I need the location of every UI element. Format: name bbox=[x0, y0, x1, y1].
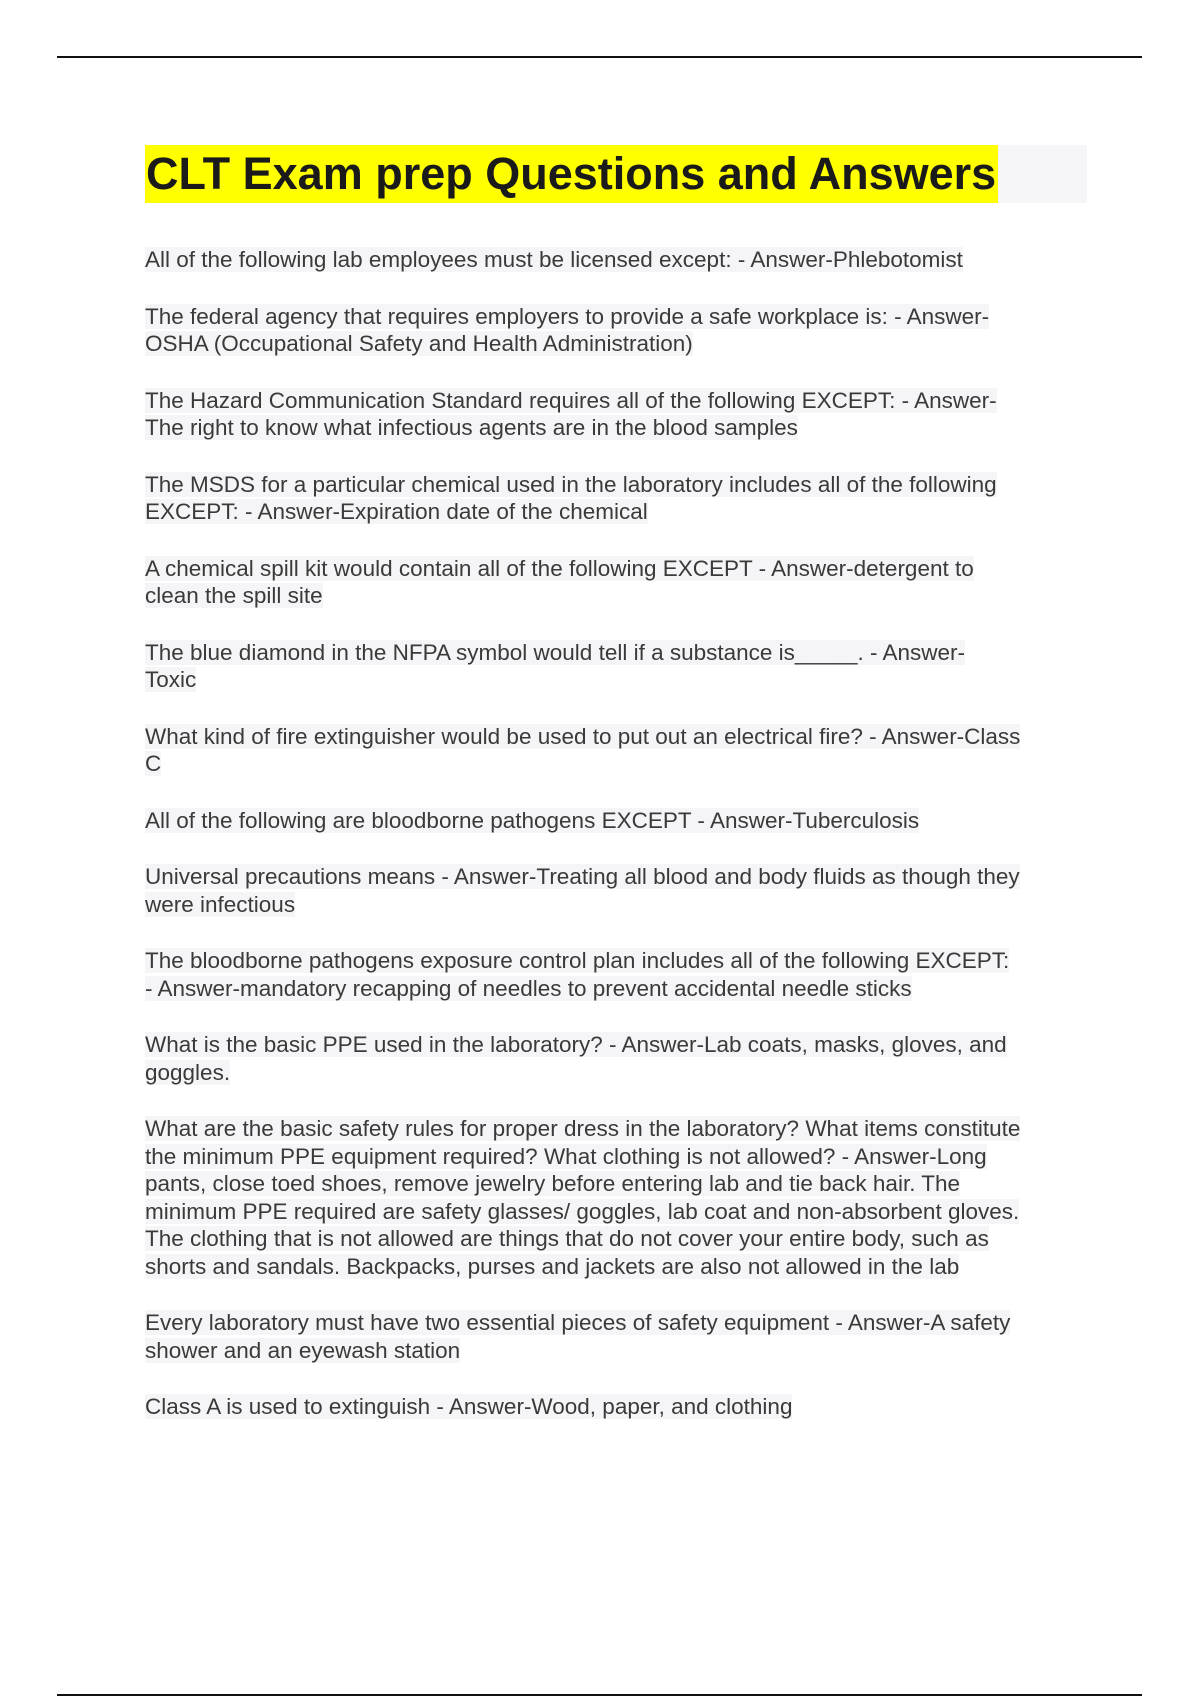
qa-line bbox=[145, 1059, 1087, 1087]
qa-line bbox=[145, 1337, 1087, 1365]
header-rule bbox=[57, 56, 1142, 58]
qa-line bbox=[145, 1393, 1087, 1421]
qa-line bbox=[145, 891, 1087, 919]
qa-item bbox=[145, 246, 1087, 274]
qa-line bbox=[145, 1198, 1087, 1226]
qa-line bbox=[145, 723, 1087, 751]
qa-line bbox=[145, 947, 1087, 975]
qa-line bbox=[145, 387, 1087, 415]
qa-line-text: pants, close toed shoes, remove jewelry before entering lab and tie back hair. The bbox=[145, 1171, 961, 1196]
qa-line-text: Universal precautions means - Answer-Treating all blood and body fluids as though they bbox=[145, 864, 1020, 889]
qa-line bbox=[145, 807, 1087, 835]
qa-line-text: The Hazard Communication Standard requires all of the following EXCEPT: - Answer- bbox=[145, 387, 997, 413]
qa-line-text: The blue diamond in the NFPA symbol would tell if a substance is_____. - Answer- bbox=[145, 639, 966, 665]
qa-line-text: The MSDS for a particular chemical used in the laboratory includes all of the following bbox=[145, 471, 997, 497]
qa-line-text: clean the spill site bbox=[145, 583, 323, 608]
qa-item bbox=[145, 1115, 1087, 1280]
qa-line bbox=[145, 1115, 1087, 1143]
qa-item bbox=[145, 555, 1087, 610]
qa-line-text: Toxic bbox=[145, 667, 197, 692]
qa-line bbox=[145, 1309, 1087, 1337]
qa-line bbox=[145, 498, 1087, 526]
qa-item bbox=[145, 1031, 1087, 1086]
qa-line-text: What kind of fire extinguisher would be used to put out an electrical fire? - Answer-Class bbox=[145, 723, 1021, 749]
qa-line bbox=[145, 414, 1087, 442]
qa-line-text: The federal agency that requires employers to provide a safe workplace is: - Answer- bbox=[145, 303, 990, 329]
qa-line-text: The clothing that is not allowed are things that do not cover your entire body, such as bbox=[145, 1226, 989, 1251]
qa-list bbox=[145, 246, 1087, 1450]
qa-item bbox=[145, 723, 1087, 778]
qa-line bbox=[145, 582, 1087, 610]
qa-item bbox=[145, 1393, 1087, 1421]
title-banner bbox=[145, 145, 1087, 203]
qa-line bbox=[145, 639, 1087, 667]
qa-line-text: What are the basic safety rules for proper dress in the laboratory? What items constitute bbox=[145, 1116, 1021, 1141]
qa-line-text: Every laboratory must have two essential pieces of safety equipment - Answer-A safety bbox=[145, 1310, 1011, 1335]
qa-line bbox=[145, 975, 1087, 1003]
qa-line bbox=[145, 471, 1087, 499]
qa-line-text: OSHA (Occupational Safety and Health Administration) bbox=[145, 331, 693, 356]
qa-line-text: Class A is used to extinguish - Answer-Wood, paper, and clothing bbox=[145, 1394, 793, 1419]
qa-line-text: - Answer-mandatory recapping of needles to prevent accidental needle sticks bbox=[145, 975, 912, 1001]
qa-item bbox=[145, 1309, 1087, 1364]
qa-line bbox=[145, 303, 1087, 331]
footer-rule bbox=[57, 1694, 1142, 1696]
qa-line-text: What is the basic PPE used in the laboratory? - Answer-Lab coats, masks, gloves, and bbox=[145, 1032, 1007, 1057]
qa-item bbox=[145, 863, 1087, 918]
qa-item bbox=[145, 303, 1087, 358]
qa-line bbox=[145, 1253, 1087, 1281]
qa-line bbox=[145, 246, 1087, 274]
qa-line bbox=[145, 750, 1087, 778]
qa-line-text: C bbox=[145, 751, 162, 776]
qa-line-text: shower and an eyewash station bbox=[145, 1337, 461, 1363]
qa-item bbox=[145, 639, 1087, 694]
qa-line bbox=[145, 863, 1087, 891]
qa-line-text: goggles. bbox=[145, 1059, 231, 1085]
qa-line bbox=[145, 1170, 1087, 1198]
page-title: CLT Exam prep Questions and Answers bbox=[145, 145, 998, 203]
qa-item bbox=[145, 471, 1087, 526]
qa-line bbox=[145, 1031, 1087, 1059]
qa-line-text: All of the following lab employees must be licensed except: - Answer-Phlebotomist bbox=[145, 247, 963, 272]
qa-line-text: EXCEPT: - Answer-Expiration date of the chemical bbox=[145, 499, 648, 524]
qa-line bbox=[145, 555, 1087, 583]
qa-line-text: A chemical spill kit would contain all of the following EXCEPT - Answer-detergent to bbox=[145, 555, 974, 581]
qa-line-text: The right to know what infectious agents are in the blood samples bbox=[145, 415, 798, 440]
qa-line bbox=[145, 330, 1087, 358]
qa-line-text: the minimum PPE equipment required? What clothing is not allowed? - Answer-Long bbox=[145, 1143, 987, 1169]
qa-line-text: The bloodborne pathogens exposure control plan includes all of the following EXCEPT: bbox=[145, 948, 1010, 973]
qa-line-text: minimum PPE required are safety glasses/ goggles, lab coat and non-absorbent gloves. bbox=[145, 1198, 1020, 1224]
qa-line-text: shorts and sandals. Backpacks, purses and jackets are also not allowed in the lab bbox=[145, 1253, 960, 1279]
qa-line bbox=[145, 1225, 1087, 1253]
qa-line bbox=[145, 666, 1087, 694]
qa-item bbox=[145, 807, 1087, 835]
qa-line-text: All of the following are bloodborne pathogens EXCEPT - Answer-Tuberculosis bbox=[145, 807, 920, 833]
qa-item bbox=[145, 387, 1087, 442]
qa-item bbox=[145, 947, 1087, 1002]
qa-line-text: were infectious bbox=[145, 891, 296, 917]
qa-line bbox=[145, 1143, 1087, 1171]
